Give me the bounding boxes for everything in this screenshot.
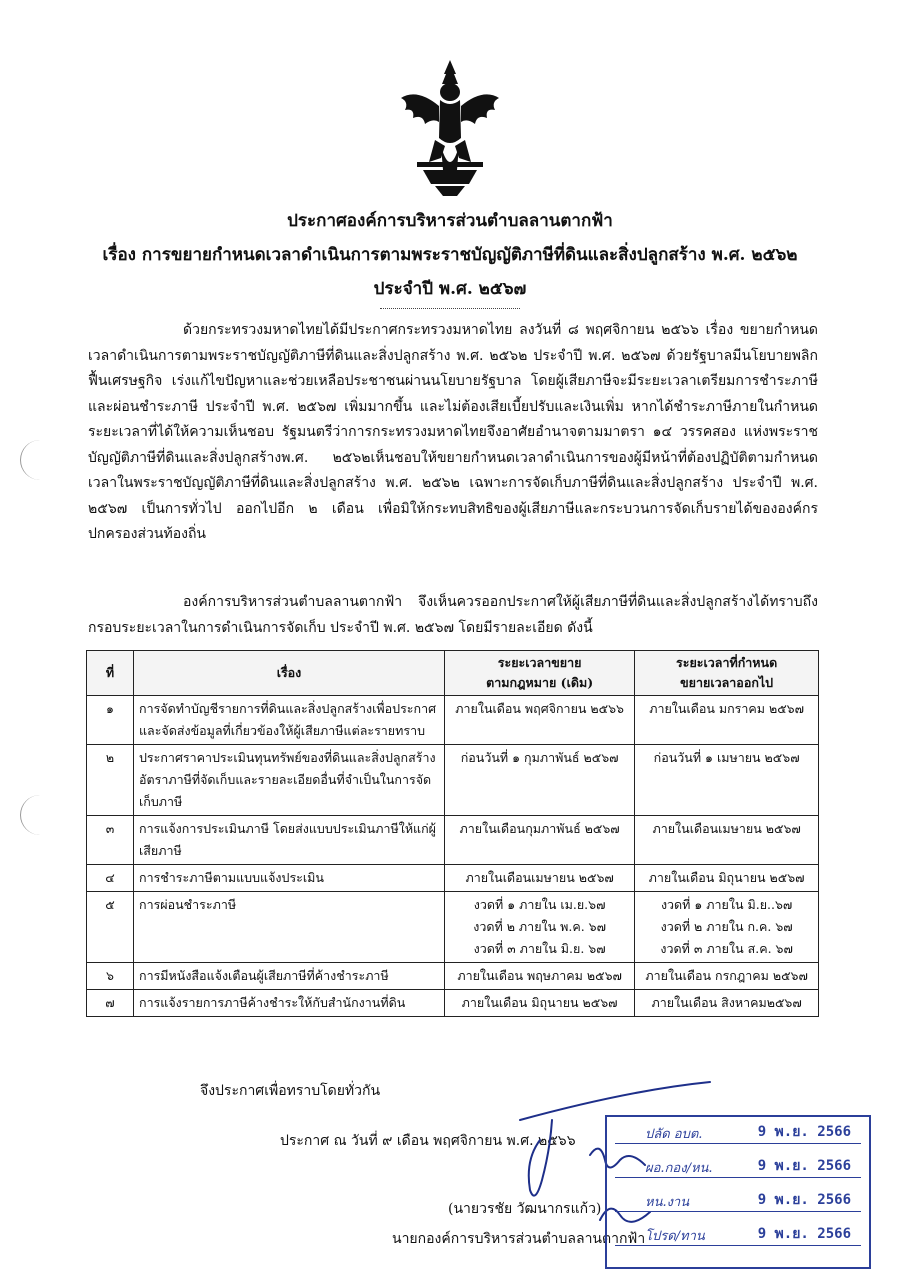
signer-title: นายกองค์การบริหารส่วนตำบลลานตากฟ้า	[392, 1231, 646, 1247]
announcement-year: ประจำปี พ.ศ. ๒๕๖๗	[373, 279, 527, 299]
announcement-subject: เรื่อง การขยายกำหนดเวลาดำเนินการตามพระราชบัญญัติภาษีที่ดินและสิ่งปลูกสร้าง พ.ศ. ๒๕๖๒	[102, 245, 798, 265]
table-row: ๓ การแจ้งการประเมินภาษี โดยส่งแบบประเมินภาษีให้แก่ผู้เสียภาษี ภายในเดือนกุมภาพันธ์ ๒๕๖๗ ภายในเดือนเมษายน ๒๕๖๗	[87, 816, 819, 865]
header-extended: ระยะเวลาที่กำหนด ขยายเวลาออกไป	[635, 651, 819, 696]
body-paragraph: ด้วยกระทรวงมหาดไทยได้มีประกาศกระทรวงมหาดไทย ลงวันที่ ๘ พฤศจิกายน ๒๕๖๖ เรื่อง ขยายกำหนดเวลาดำเนินการตามพระราชบัญญัติภาษีที่ดินและสิ่งปลูกสร้าง พ.ศ. ๒๕๖๒ ประจำปี พ.ศ. ๒๕๖๗ ด้วยรัฐบาลมีนโยบายพลิกฟื้นเศรษฐกิจ เร่งแก้ไขปัญหาและช่วยเหลือประชาชนผ่านนโยบายรัฐบาล โดยผู้เสียภาษีจะมีระยะเวลาเตรียมการชำระภาษีและผ่อนชำระภาษี ประจำปี พ.ศ. ๒๕๖๗ เพิ่มมากขึ้น และไม่ต้องเสียเบี้ยปรับและเงินเพิ่ม หากได้ชำระภาษีภายในกำหนดระยะเวลาที่ได้ให้ความเห็นชอบ รัฐมนตรีว่าการกระทรวงมหาดไทยจึงอาศัยอำนาจตามมาตรา ๑๔ วรรคสอง แห่งพระราชบัญญัติภาษีที่ดินและสิ่งปลูกสร้างพ.ศ. ๒๕๖๒เห็นชอบให้ขยายกำหนดเวลาดำเนินการของผู้มีหน้าที่ต้องปฏิบัติตามกำหนดเวลาในพระราชบัญญัติภาษีที่ดินและสิ่งปลูกสร้าง พ.ศ. ๒๕๖๒ เฉพาะการจัดเก็บภาษีที่ดินและสิ่งปลูกสร้าง ประจำปี พ.ศ. ๒๕๖๗ เป็นการทั่วไป ออกไปอีก ๒ เดือน เพื่อมิให้กระทบสิทธิของผู้เสียภาษีและกระบวนการจัดเก็บรายได้ขององค์กรปกครองส่วนท้องถิ่น	[88, 322, 818, 542]
header-no: ที่	[87, 651, 134, 696]
divider	[380, 308, 520, 309]
garuda-emblem-icon	[395, 58, 505, 198]
punch-hole	[20, 795, 43, 835]
table-row: ๔ การชำระภาษีตามแบบแจ้งประเมิน ภายในเดือนเมษายน ๒๕๖๗ ภายในเดือน มิถุนายน ๒๕๖๗	[87, 865, 819, 892]
table-row: ๕ การผ่อนชำระภาษี งวดที่ ๑ ภายใน เม.ย.๖๗ งวดที่ ๒ ภายใน พ.ค. ๖๗ งวดที่ ๓ ภายใน มิ.ย. ๖๗ งวดที่ ๑ ภายใน มิ.ย..๖๗ งวดที่ ๒ ภายใน ก.ค. ๖๗ งวดที่ ๓ ภายใน ส.ค. ๖๗	[87, 892, 819, 963]
table-row: ๖ การมีหนังสือแจ้งเตือนผู้เสียภาษีที่ค้างชำระภาษี ภายในเดือน พฤษภาคม ๒๕๖๗ ภายในเดือน กรกฎาคม ๒๕๖๗	[87, 963, 819, 990]
announcement-date: ประกาศ ณ วันที่ ๙ เดือน พฤศจิกายน พ.ศ. ๒๕๖๖	[280, 1133, 576, 1149]
signer-name: (นายวรชัย วัฒนากรแก้ว)	[448, 1201, 602, 1217]
table-row: ๗ การแจ้งรายการภาษีค้างชำระให้กับสำนักงานที่ดิน ภายในเดือน มิถุนายน ๒๕๖๗ ภายในเดือน สิงหาคม๒๕๖๗	[87, 990, 819, 1017]
punch-hole	[20, 440, 43, 480]
stamp-row: ปลัด อบต. 9 พ.ย. 2566	[615, 1121, 861, 1144]
table-header-row	[87, 651, 819, 696]
routing-stamp	[605, 1115, 871, 1269]
table-row: ๑ การจัดทำบัญชีรายการที่ดินและสิ่งปลูกสร้างเพื่อประกาศและจัดส่งข้อมูลที่เกี่ยวข้องให้ผู้เสียภาษีแต่ละรายทราบ ภายในเดือน พฤศจิกายน ๒๕๖๖ ภายในเดือน มกราคม ๒๕๖๗	[87, 696, 819, 745]
table-row: ๒ ประกาศราคาประเมินทุนทรัพย์ของที่ดินและสิ่งปลูกสร้าง อัตราภาษีที่จัดเก็บและรายละเอียดอื่นที่จำเป็นในการจัดเก็บภาษี ก่อนวันที่ ๑ กุมภาพันธ์ ๒๕๖๗ ก่อนวันที่ ๑ เมษายน ๒๕๖๗	[87, 745, 819, 816]
stamp-row: ผอ.กอง/หน. 9 พ.ย. 2566	[615, 1155, 861, 1178]
announcement-title: ประกาศองค์การบริหารส่วนตำบลลานตากฟ้า	[287, 211, 613, 231]
header-topic: เรื่อง	[134, 651, 445, 696]
body-paragraph: องค์การบริหารส่วนตำบลลานตากฟ้า จึงเห็นควรออกประกาศให้ผู้เสียภาษีที่ดินและสิ่งปลูกสร้างได้ทราบถึงกรอบระยะเวลาในการดำเนินการจัดเก็บ ประจำปี พ.ศ. ๒๕๖๗ โดยมีรายละเอียด ดังนี้	[88, 594, 818, 636]
schedule-table	[86, 650, 819, 1017]
stamp-row: โปรด/ทาน 9 พ.ย. 2566	[615, 1223, 861, 1246]
header-original: ระยะเวลาขยาย ตามกฎหมาย (เดิม)	[445, 651, 635, 696]
stamp-row: หน.งาน 9 พ.ย. 2566	[615, 1189, 861, 1212]
closing-text: จึงประกาศเพื่อทราบโดยทั่วกัน	[200, 1083, 381, 1099]
